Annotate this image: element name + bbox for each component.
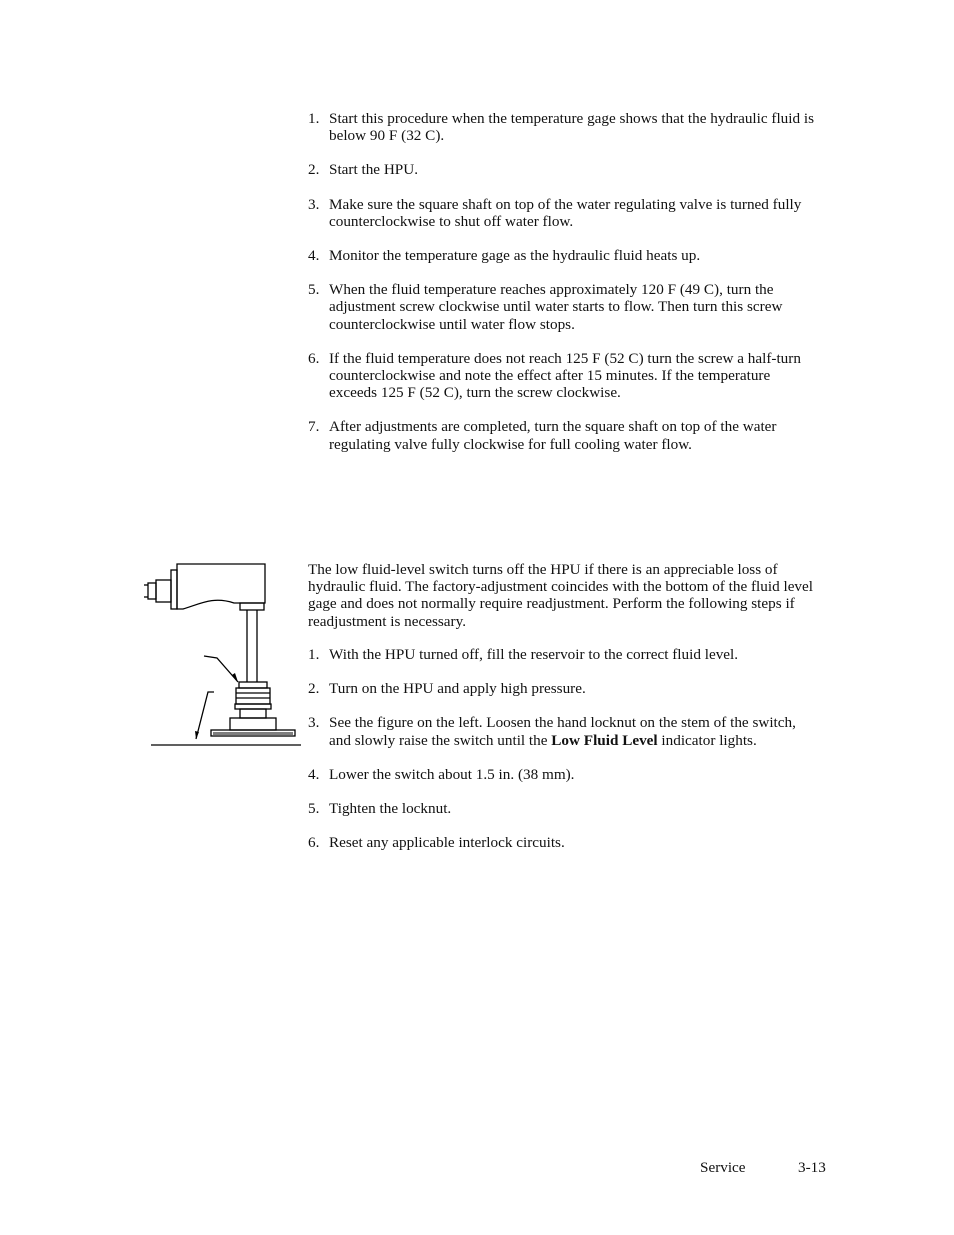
procedure-step: 6. If the fluid temperature does not reach 125 F (52 C) turn the screw a half-turn counterclockwise and note the effect after 15 minutes. If the temperature exceeds 125 F (52 C), turn the screw clockwise. — [308, 349, 801, 402]
switch-step: 6. Reset any applicable interlock circuits. — [308, 834, 565, 852]
low-fluid-level-term: Low Fluid Level — [551, 731, 658, 749]
procedure-step: 5. When the fluid temperature reaches approximately 120 F (49 C), turn the adjustment screw clockwise until water starts to flow. Then turn this screw counterclockwise until water flow stops. — [308, 281, 783, 333]
procedure-step: 7. After adjustments are completed, turn the square shaft on top of the water regulating valve fully clockwise for full cooling water flow. — [308, 418, 777, 453]
footer-page-number: 3-13 — [798, 1159, 826, 1176]
switch-step: 4. Lower the switch about 1.5 in. (38 mm). — [308, 765, 575, 783]
switch-step-list — [308, 646, 820, 868]
switch-step: 5. Tighten the locknut. — [308, 800, 452, 818]
switch-step: 1. With the HPU turned off, fill the reservoir to the correct fluid level. — [308, 646, 739, 663]
procedure-step: 4. Monitor the temperature gage as the hydraulic fluid heats up. — [308, 247, 701, 265]
procedure-step: 2. Start the HPU. — [308, 161, 419, 179]
switch-step: 2. Turn on the HPU and apply high pressure. — [308, 680, 586, 698]
procedure-step: 1. Start this procedure when the temperature gage shows that the hydraulic fluid is below 90 F (32 C). — [308, 110, 815, 145]
footer-section-name: Service — [700, 1159, 746, 1176]
fluid-level-switch-figure — [138, 556, 303, 751]
switch-intro-paragraph: The low fluid-level switch turns off the HPU if there is an appreciable loss of hydraulic fluid. The factory-adjustment coincides with the bottom of the fluid level gage and does not normally require readjustment. Perform the following steps if readjustment is necessary. — [308, 561, 813, 630]
switch-step: 3. See the figure on the left. Loosen the hand locknut on the stem of the switch, and slowly raise the switch until the Low Fluid Level indicator lights. — [308, 714, 796, 749]
procedure-step-list — [308, 110, 820, 470]
procedure-step: 3. Make sure the square shaft on top of the water regulating valve is turned fully counterclockwise to shut off water flow. — [308, 195, 802, 230]
